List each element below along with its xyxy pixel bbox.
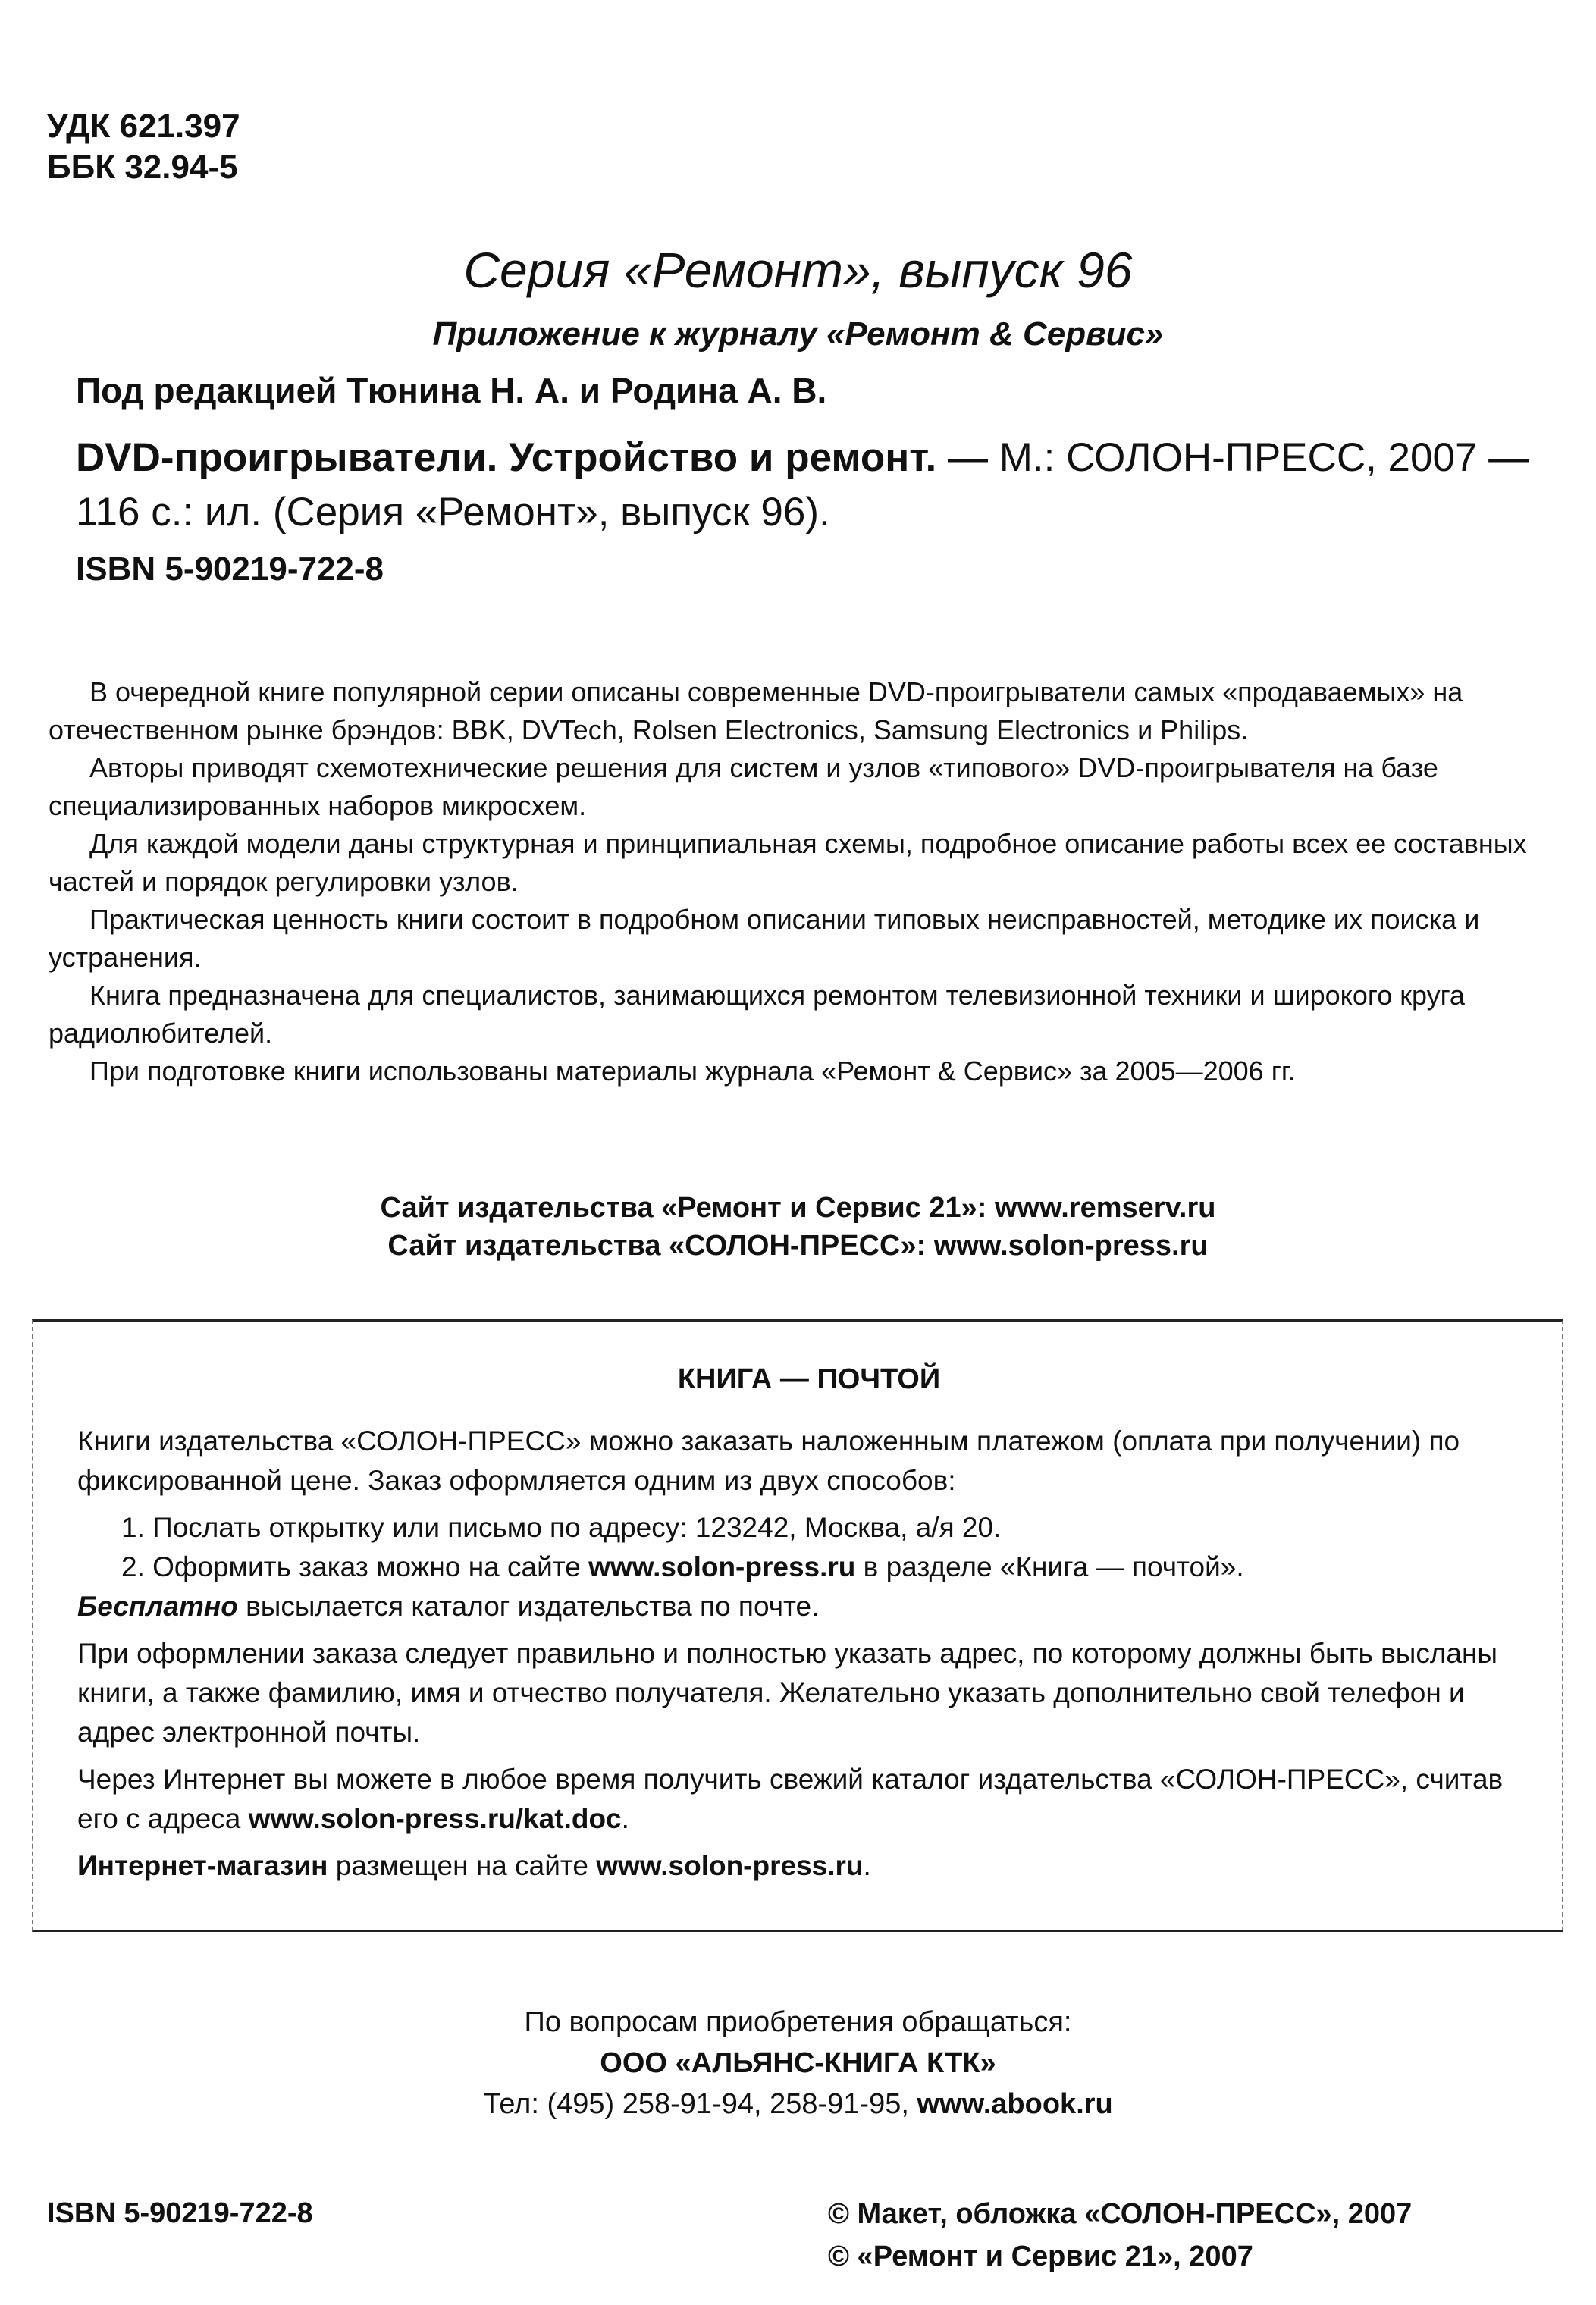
catalog-text: Через Интернет вы можете в любое время получить свежий каталог издательства «СОЛОН-ПРЕСС», считав его с адреса [77, 1764, 1504, 1834]
method-2-text: 2. Оформить заказ можно на сайте [121, 1551, 589, 1582]
free-word: Бесплатно [77, 1591, 238, 1622]
book-title: DVD-проигрыватели. Устройство и ремонт. [76, 435, 937, 480]
catalog-suffix: . [621, 1803, 629, 1834]
mail-intro: Книги издательства «СОЛОН-ПРЕСС» можно заказать наложенным платежом (оплата при получении) по фиксированной цене. Заказ оформляется одним из двух способов: [77, 1425, 1460, 1496]
distributor-name: ООО «АЛЬЯНС-КНИГА КТК» [600, 2047, 996, 2079]
book-imprint: — М.: СОЛОН-ПРЕСС, 2007 — 116 с.: ил. (Серия «Ремонт», выпуск 96). [76, 435, 1529, 535]
abstract-paragraph: Практическая ценность книги состоит в подробном описании типовых неисправностей, методике их поиска и устранения. [49, 904, 1480, 973]
abstract-paragraph: В очередной книге популярной серии описаны современные DVD-проигрыватели самых «продаваемых» на отечественном рынке брэндов: BBK, DVTech, Rolsen Electronics, Samsung Electronics и Philips. [49, 676, 1463, 745]
order-instructions: При оформлении заказа следует правильно и полностью указать адрес, по которому должны быть высланы книги, а также фамилию, имя и отчество получателя. Желательно указать дополнительно свой телефон и адрес электронной почты. [77, 1638, 1498, 1748]
order-method-2 [77, 1548, 1541, 1587]
isbn-top: ISBN 5-90219-722-8 [76, 550, 384, 588]
catalog-download-note [77, 1760, 1541, 1839]
abstract-paragraph: Для каждой модели даны структурная и принципиальная схемы, подробное описание работы всех ее составных частей и порядок регулировки узлов. [49, 828, 1527, 897]
isbn-bottom: ISBN 5-90219-722-8 [47, 2197, 313, 2229]
bibliographic-record [76, 431, 1573, 540]
copyright-layout: © Макет, обложка «СОЛОН-ПРЕСС», 2007 [828, 2198, 1413, 2230]
order-method-1: 1. Послать открытку или письмо по адресу: 123242, Москва, а/я 20. [121, 1512, 1002, 1543]
solon-press-link[interactable]: www.solon-press.ru [588, 1551, 856, 1582]
solon-site-line: Сайт издательства «СОЛОН-ПРЕСС»: www.solon-press.ru [387, 1230, 1209, 1262]
abstract-paragraph: Книга предназначена для специалистов, занимающихся ремонтом телевизионной техники и широкого круга радиолюбителей. [49, 980, 1465, 1049]
publisher-sites [0, 1189, 1596, 1265]
abstract-paragraph: Авторы приводят схемотехнические решения для систем и узлов «типового» DVD-проигрывателя на базе специализированных наборов микросхем. [49, 752, 1438, 821]
contacts-phone-line [0, 2084, 1596, 2125]
purchase-contacts [0, 2002, 1596, 2125]
free-rest: высылается каталог издательства по почте. [237, 1591, 820, 1622]
editors-line: Под редакцией Тюнина Н. А. и Родина А. В. [76, 371, 827, 410]
abook-link[interactable]: www.abook.ru [917, 2088, 1113, 2120]
online-shop-suffix: . [863, 1850, 871, 1881]
series-title: Серия «Ремонт», выпуск 96 [463, 242, 1133, 298]
free-catalog-note [77, 1587, 1541, 1626]
abstract-paragraph: При подготовке книги использованы материалы журнала «Ремонт & Сервис» за 2005—2006 гг. [89, 1055, 1296, 1087]
supplement-note: Приложение к журналу «Ремонт & Сервис» [432, 315, 1164, 353]
remserv-site-line: Сайт издательства «Ремонт и Сервис 21»: www.remserv.ru [380, 1192, 1216, 1224]
online-shop-note [77, 1846, 1541, 1886]
classification-codes [47, 106, 240, 188]
copyright-remserv: © «Ремонт и Сервис 21», 2007 [828, 2241, 1253, 2272]
copyright-block [828, 2193, 1412, 2278]
abstract [49, 673, 1527, 1090]
online-shop-text: размещен на сайте [328, 1850, 597, 1881]
catalog-link[interactable]: www.solon-press.ru/kat.doc [248, 1803, 622, 1834]
udk-code: УДК 621.397 [47, 108, 240, 145]
contacts-heading: По вопросам приобретения обращаться: [524, 2006, 1072, 2038]
method-2-suffix: в разделе «Книга — почтой». [855, 1551, 1244, 1582]
bbk-code: ББК 32.94-5 [47, 149, 238, 186]
mail-order-content [77, 1359, 1541, 1893]
phone-numbers: Тел: (495) 258-91-94, 258-91-95, [483, 2088, 917, 2120]
mail-order-title: КНИГА — ПОЧТОЙ [677, 1363, 941, 1395]
online-shop-label: Интернет-магазин [77, 1850, 328, 1881]
mail-order-box [32, 1319, 1563, 1932]
online-shop-link[interactable]: www.solon-press.ru [596, 1850, 864, 1881]
